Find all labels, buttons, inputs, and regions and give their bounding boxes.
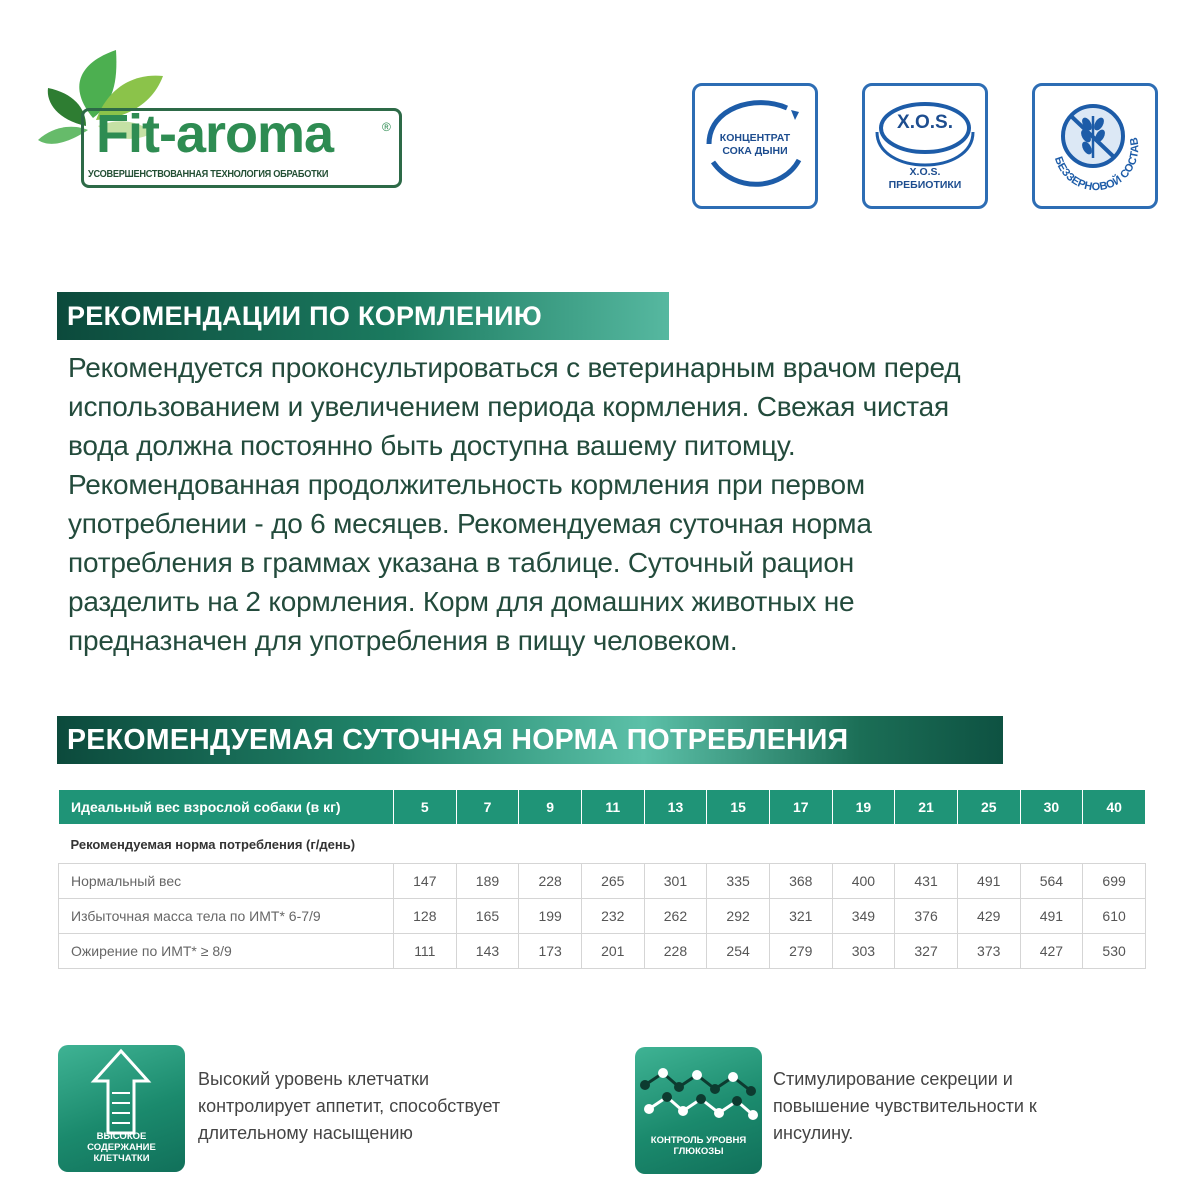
high-fiber-icon-tile (58, 1045, 185, 1172)
table-subheader-row (59, 825, 1146, 864)
feature-caption: ВЫСОКОЕ (96, 1131, 147, 1142)
badge-line-1: КОНЦЕНТРАТ (719, 132, 791, 144)
grain-free-icon (1035, 86, 1155, 206)
row-label: Ожирение по ИМТ* ≥ 8/9 (59, 934, 394, 969)
norm-table (58, 789, 1146, 969)
glucose-control-icon-tile (635, 1047, 762, 1174)
weight-cell: 21 (895, 790, 958, 825)
table-cell: 491 (957, 864, 1020, 899)
table-cell: 491 (1020, 899, 1083, 934)
feeding-line: Рекомендуется проконсультироваться с ветеринарным врачом перед (68, 352, 961, 383)
weight-cell: 40 (1083, 790, 1146, 825)
weight-cell: 11 (581, 790, 644, 825)
table-cell: 373 (957, 934, 1020, 969)
table-cell: 301 (644, 864, 707, 899)
weight-cell: 17 (769, 790, 832, 825)
norm-heading: РЕКОМЕНДУЕМАЯ СУТОЧНАЯ НОРМА ПОТРЕБЛЕНИЯ (57, 716, 1003, 764)
high-fiber-description (198, 1066, 618, 1147)
feeding-paragraph (68, 348, 1168, 660)
feature-line: повышение чувствительности к (773, 1096, 1037, 1116)
table-cell: 699 (1083, 864, 1146, 899)
feature-caption: СОДЕРЖАНИЕ (87, 1142, 156, 1153)
weight-cell: 19 (832, 790, 895, 825)
weight-cell: 7 (456, 790, 519, 825)
table-cell: 228 (644, 934, 707, 969)
feeding-line: потребления в граммах указана в таблице. Суточный рацион (68, 547, 855, 578)
feeding-line: Рекомендованная продолжительность кормления при первом (68, 469, 865, 500)
table-cell: 165 (456, 899, 519, 934)
table-cell: 349 (832, 899, 895, 934)
feature-line: контролирует аппетит, способствует (198, 1096, 501, 1116)
brand-tagline: УСОВЕРШЕНСТВОВАННАЯ ТЕХНОЛОГИЯ ОБРАБОТКИ (88, 169, 329, 180)
brand-logo (38, 48, 408, 198)
feature-line: инсулину. (773, 1123, 854, 1143)
row-label: Нормальный вес (59, 864, 394, 899)
feeding-heading: РЕКОМЕНДАЦИИ ПО КОРМЛЕНИЮ (57, 292, 669, 340)
table-cell: 128 (394, 899, 457, 934)
table-cell: 199 (519, 899, 582, 934)
registered-mark: ® (382, 120, 391, 134)
table-cell: 610 (1083, 899, 1146, 934)
feeding-line: употреблении - до 6 месяцев. Рекомендуемая суточная норма (68, 508, 872, 539)
table-cell: 201 (581, 934, 644, 969)
table-cell: 147 (394, 864, 457, 899)
table-row (59, 864, 1146, 899)
weight-cell: 30 (1020, 790, 1083, 825)
melon-juice-badge (692, 83, 818, 209)
table-header-row (59, 790, 1146, 825)
glucose-control-description (773, 1066, 1193, 1147)
table-cell: 254 (707, 934, 770, 969)
table-cell: 321 (769, 899, 832, 934)
table-cell: 262 (644, 899, 707, 934)
badge-line-1: X.O.S. (909, 166, 941, 178)
table-cell: 279 (769, 934, 832, 969)
table-cell: 327 (895, 934, 958, 969)
table-cell: 368 (769, 864, 832, 899)
table-cell: 232 (581, 899, 644, 934)
table-cell: 265 (581, 864, 644, 899)
grain-free-badge (1032, 83, 1158, 209)
table-cell: 429 (957, 899, 1020, 934)
feature-line: длительному насыщению (198, 1123, 413, 1143)
feeding-line: использованием и увеличением периода кормления. Свежая чистая (68, 391, 949, 422)
feature-caption: ГЛЮКОЗЫ (673, 1146, 724, 1157)
header-label: Идеальный вес взрослой собаки (в кг) (59, 790, 394, 825)
feature-line: Стимулирование секреции и (773, 1069, 1013, 1089)
feature-line: Высокий уровень клетчатки (198, 1069, 430, 1089)
table-cell: 189 (456, 864, 519, 899)
table-cell: 427 (1020, 934, 1083, 969)
table-cell: 530 (1083, 934, 1146, 969)
feature-caption: КЛЕТЧАТКИ (93, 1153, 150, 1164)
row-label: Избыточная масса тела по ИМТ* 6-7/9 (59, 899, 394, 934)
brand-name: Fit-aroma (96, 104, 334, 164)
weight-cell: 13 (644, 790, 707, 825)
feeding-line: разделить на 2 кормления. Корм для домашних животных не (68, 586, 855, 617)
grain-free-arc-text: БЕЗЗЕРНОВОЙ СОСТАВ (1051, 136, 1142, 194)
feeding-line: предназначен для употребления в пищу человеком. (68, 625, 738, 656)
table-cell: 228 (519, 864, 582, 899)
feeding-line: вода должна постоянно быть доступна вашему питомцу. (68, 430, 796, 461)
table-row (59, 934, 1146, 969)
table-cell: 400 (832, 864, 895, 899)
table-cell: 431 (895, 864, 958, 899)
table-cell: 335 (707, 864, 770, 899)
weight-cell: 15 (707, 790, 770, 825)
feature-caption: КОНТРОЛЬ УРОВНЯ (650, 1135, 747, 1146)
badge-line-2: ПРЕБИОТИКИ (888, 179, 962, 191)
table-cell: 376 (895, 899, 958, 934)
weight-cell: 5 (394, 790, 457, 825)
badge-line-2: СОКА ДЫНИ (722, 145, 788, 157)
table-cell: 292 (707, 899, 770, 934)
xos-badge (862, 83, 988, 209)
subheader-label: Рекомендуемая норма потребления (г/день) (70, 836, 356, 852)
table-cell: 143 (456, 934, 519, 969)
table-cell: 111 (394, 934, 457, 969)
table-cell: 303 (832, 934, 895, 969)
weight-cell: 25 (957, 790, 1020, 825)
table-cell: 564 (1020, 864, 1083, 899)
xos-title: X.O.S. (897, 112, 953, 133)
table-cell: 173 (519, 934, 582, 969)
table-row (59, 899, 1146, 934)
weight-cell: 9 (519, 790, 582, 825)
